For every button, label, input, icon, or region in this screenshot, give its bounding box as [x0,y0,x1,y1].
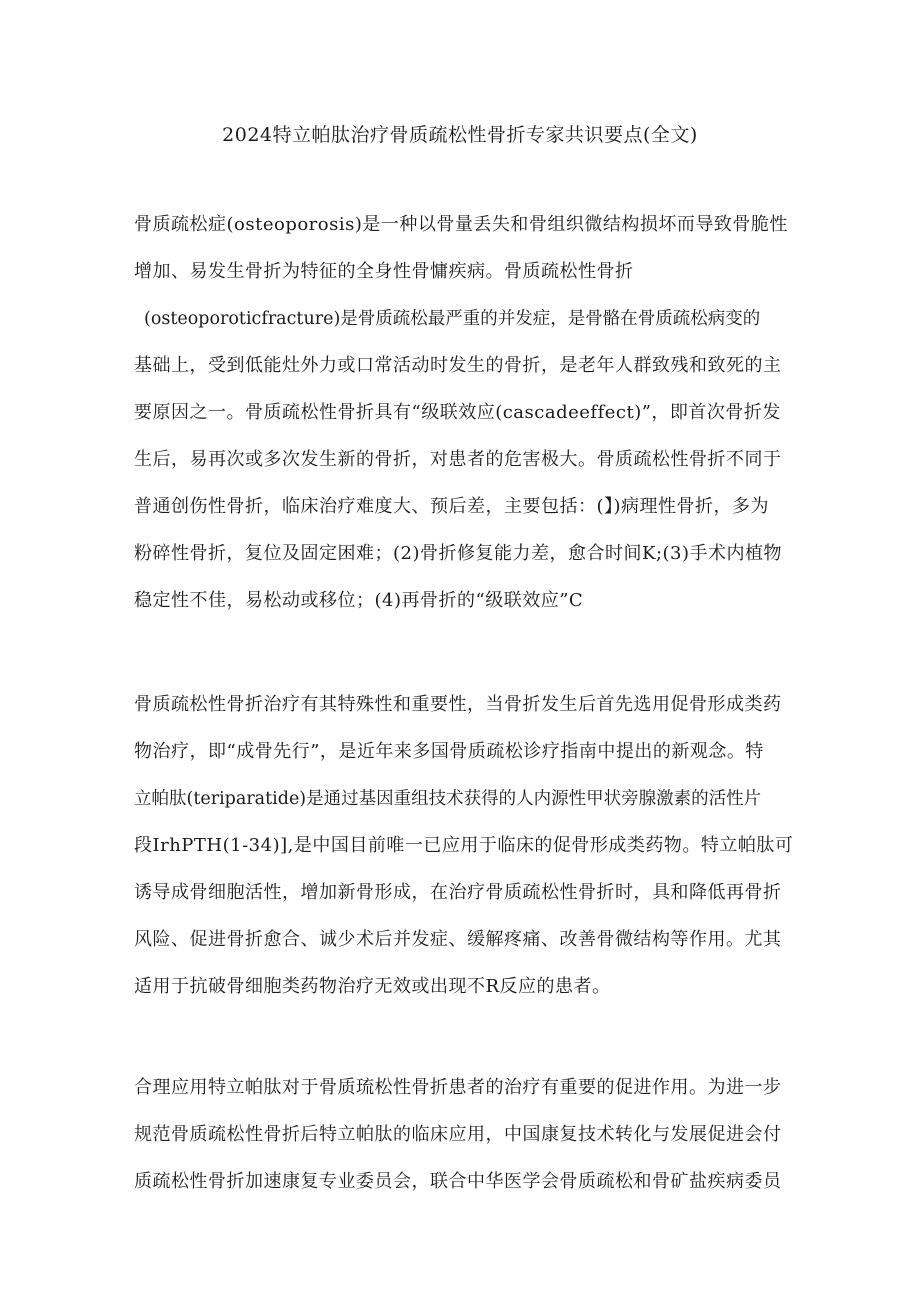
paragraph-teriparatide-treatment [134,690,794,1019]
text-line: 基础上，受到低能灶外力或口常活动时发生的骨折，是老年人群致残和致死的主 [134,355,782,376]
text-line: 生后，易再次或多次发生新的骨折，对患者的危害极大。骨质疏松性骨折不同于 [134,449,782,470]
text-line: 合理应用特立帕肽对于骨质琉松性骨折患者的治疗有重要的促进作用。为进一步 [134,1077,782,1098]
text-line: 骨质疏松性骨折治疗有其特殊性和重要性，当骨折发生后首先选用促骨形成类药 [134,694,782,715]
text-line: 稳定性不佳，易松动或移位；(4)再骨折的“级联效应”C [134,590,584,611]
text-line: 物治疗，即“成骨先行”，是近年来多国骨质疏松诊疗指南中提出的新观念。特 [134,741,764,762]
text-line: 段IrhPTH(1-34)],是中国目前唯一已应用于临床的促骨形成类药物。特立帕肽可 [134,835,794,856]
text-line: (osteoporoticfracture)是骨质疏松最严重的并发症，是骨骼在骨质疏松病变的 [144,309,761,329]
text-line: 质疏松性骨折加速康复专业委员会，联合中华医学会骨质疏松和骨矿盐疾病委员 [134,1171,782,1192]
text-line: 普通创伤性骨折，临床治疗难度大、预后差，主要包括：(】)病理性骨折，多为 [134,496,770,517]
text-line: 适用于抗破骨细胞类药物治疗无效或出现不R反应的患者。 [134,976,611,997]
text-line: 增加、易发生骨折为特征的全身性骨慵疾病。骨质疏松性骨折 [134,261,634,282]
document-title: 2024特立帕肽治疗骨质疏松性骨折专家共识要点(全文) [222,124,698,146]
paragraph-osteoporosis-intro [134,210,794,633]
text-line: 规范骨质疏松性骨折后特立帕肽的临床应用，中国康复技术转化与发展促进会付 [134,1124,782,1145]
text-line: 立帕肽(teriparatide)是通过基因重组技术获得的人内源性甲状旁腺激素的活性片 [134,789,762,809]
text-line: 要原因之一。骨质疏松性骨折具有“级联效应(cascadeeffect)”，即首次骨折发 [134,402,781,423]
text-line: 骨质疏松症(osteoporosis)是一种以骨量丢失和骨组织微结构损坏而导致骨脆性 [134,214,788,235]
text-line: 风险、促进骨折愈合、诚少术后并发症、缓解疼痛、改善骨微结构等作用。尤其 [134,929,782,950]
text-line: 粉碎性骨折，复位及固定困难；(2)骨折修复能力差，愈合时间K;(3)手术内植物 [134,543,783,564]
paragraph-consensus-background [134,1073,794,1214]
text-line: 诱导成骨细胞活性，增加新骨形成，在治疗骨质疏松性骨折时，具和降低再骨折 [134,882,782,903]
